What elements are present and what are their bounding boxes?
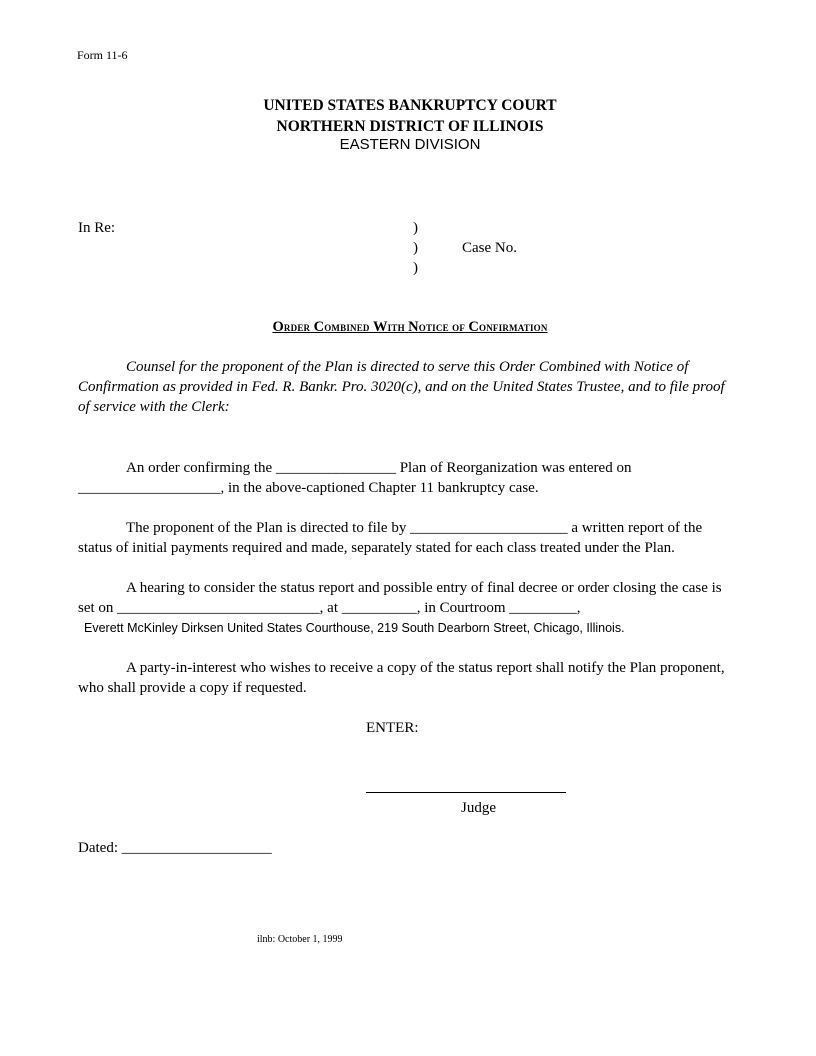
order-confirming-line-1: An order confirming the ________________ Plan of Reorganization was entered on: [126, 460, 632, 476]
division-name: EASTERN DIVISION: [339, 136, 481, 153]
caption-paren-1: ): [413, 220, 418, 236]
revision-footer: ilnb: October 1, 1999: [257, 934, 343, 945]
dated-field: Dated: ____________________: [78, 840, 272, 856]
title-rest: otice of: [418, 320, 466, 334]
party-in-interest-line-2: who shall provide a copy if requested.: [78, 680, 307, 696]
title-rest: ith: [387, 320, 405, 334]
title-cap: O: [272, 319, 284, 335]
judge-label: Judge: [461, 800, 496, 816]
caption-paren-3: ): [413, 260, 418, 276]
in-re-label: In Re:: [78, 220, 116, 236]
party-in-interest-line-1: A party-in-interest who wishes to receive a copy of the status report shall notify the Plan proponent,: [126, 660, 725, 676]
hearing-line-2: set on ___________________________, at __________, in Courtroom _________,: [78, 600, 581, 616]
title-rest: ombined: [324, 320, 370, 334]
judge-signature-line: [366, 792, 566, 793]
title-cap: C: [468, 319, 480, 335]
hearing-line-1: A hearing to consider the status report and possible entry of final decree or order closing the case is: [126, 580, 722, 596]
caption-paren-2: ): [413, 240, 418, 256]
form-number: Form 11-6: [77, 48, 128, 62]
proponent-line-2: status of initial payments required and made, separately stated for each class treated under the Plan.: [78, 540, 675, 556]
title-rest: onfirmation: [479, 320, 548, 334]
proponent-line-1: The proponent of the Plan is directed to file by _____________________ a written report of the: [126, 520, 703, 536]
district-name: NORTHERN DISTRICT OF ILLINOIS: [276, 118, 544, 135]
courthouse-address: Everett McKinley Dirksen United States Courthouse, 219 South Dearborn Street, Chicago, Illinois.: [84, 621, 625, 635]
enter-label: ENTER:: [366, 720, 419, 736]
order-confirming-line-2: ___________________, in the above-captioned Chapter 11 bankruptcy case.: [78, 480, 539, 496]
title-cap: W: [372, 319, 388, 335]
title-rest: rder: [283, 320, 311, 334]
court-name: UNITED STATES BANKRUPTCY COURT: [263, 97, 557, 114]
order-title: [0, 319, 816, 336]
counsel-instructions: Counsel for the proponent of the Plan is directed to serve this Order Combined with Notice of Confirmation as provided in Fed. R. Bankr. Pro. 3020(c), and on the United States Trustee, and to file proof of service with the Clerk:: [78, 359, 725, 415]
title-cap: N: [408, 319, 419, 335]
title-cap: C: [313, 319, 325, 335]
case-number-label: Case No.: [462, 240, 517, 256]
